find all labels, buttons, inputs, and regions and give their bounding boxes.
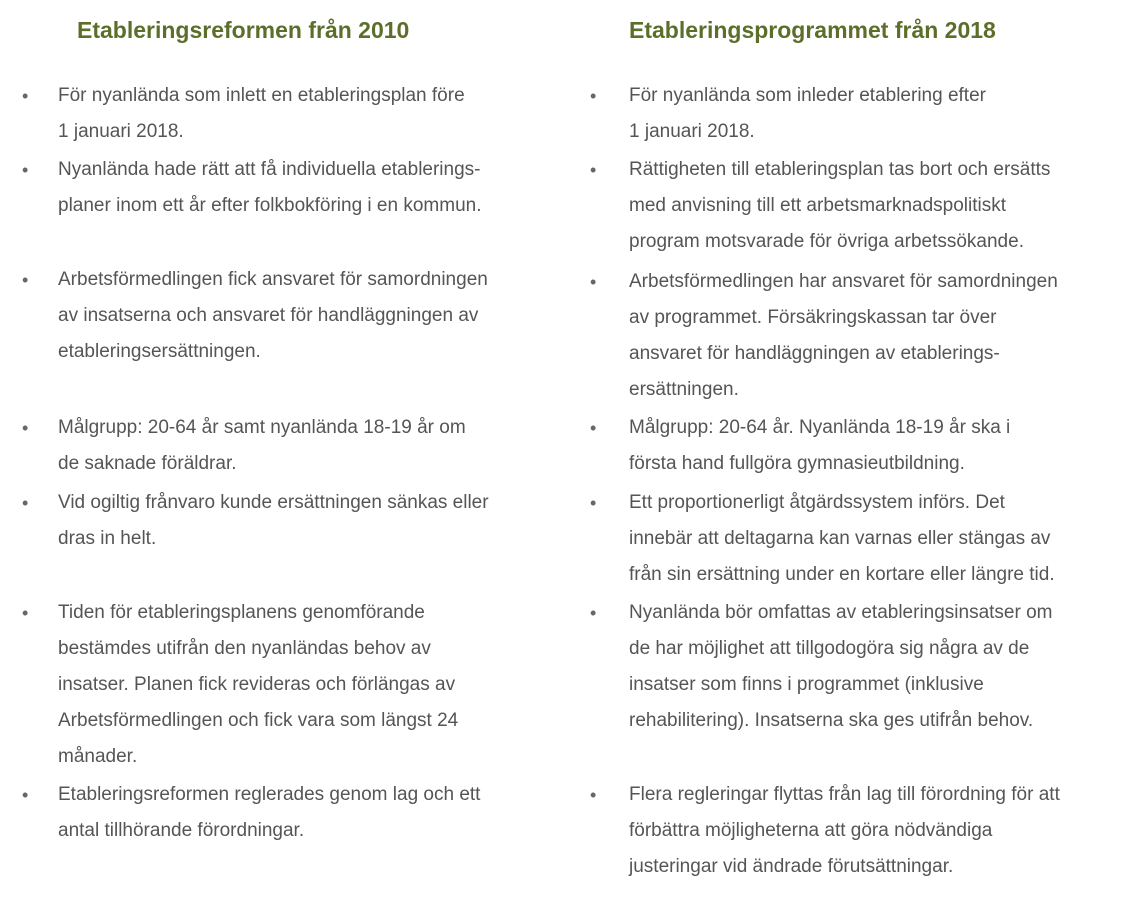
line: från sin ersättning under en kortare eller längre tid. [629, 564, 1055, 585]
bullet-icon: • [22, 493, 29, 513]
list-item-right-5 [590, 485, 1119, 593]
line: Tiden för etableringsplanens genomförande [58, 602, 425, 623]
line: Målgrupp: 20-64 år samt nyanlända 18-19 år om [58, 417, 466, 438]
line: För nyanlända som inlett en etableringsplan före [58, 85, 465, 106]
line: Vid ogiltig frånvaro kunde ersättningen sänkas eller [58, 492, 489, 513]
list-item-right-6 [590, 595, 1119, 739]
line: Arbetsförmedlingen har ansvaret för samordningen [629, 271, 1058, 292]
bullet-icon: • [590, 418, 597, 438]
list-item-left-5 [22, 485, 548, 557]
line: justeringar vid ändrade förutsättningar. [629, 856, 954, 877]
list-item-right-7 [590, 777, 1119, 885]
line: Arbetsförmedlingen fick ansvaret för samordningen [58, 269, 488, 290]
heading-reform-2010: Etableringsreformen från 2010 [77, 17, 410, 43]
line: Nyanlända bör omfattas av etableringsinsatser om [629, 602, 1053, 623]
line: månader. [58, 746, 138, 767]
line: Ett proportionerligt åtgärdssystem införs. Det [629, 492, 1005, 513]
line: planer inom ett år efter folkbokföring i en kommun. [58, 195, 482, 216]
line: de saknade föräldrar. [58, 453, 237, 474]
line: första hand fullgöra gymnasieutbildning. [629, 453, 965, 474]
bullet-icon: • [590, 272, 597, 292]
line: bestämdes utifrån den nyanländas behov av [58, 638, 431, 659]
line: Rättigheten till etableringsplan tas bort och ersätts [629, 159, 1051, 180]
line: rehabilitering). Insatserna ska ges utifrån behov. [629, 710, 1034, 731]
line: etableringsersättningen. [58, 341, 261, 362]
line: av insatserna och ansvaret för handläggningen av [58, 305, 479, 326]
line: ersättningen. [629, 379, 739, 400]
line: Arbetsförmedlingen och fick vara som längst 24 [58, 710, 459, 731]
line: de har möjlighet att tillgodogöra sig några av de [629, 638, 1030, 659]
line: ansvaret för handläggningen av etablerings- [629, 343, 1000, 364]
bullet-icon: • [590, 86, 597, 106]
list-item-right-1 [590, 78, 1119, 150]
list-item-right-4 [590, 410, 1119, 482]
list-item-left-4 [22, 410, 548, 482]
bullet-icon: • [590, 603, 597, 623]
line: insatser som finns i programmet (inklusive [629, 674, 984, 695]
line: dras in helt. [58, 528, 157, 549]
list-item-right-2 [590, 152, 1119, 260]
line: Etableringsreformen reglerades genom lag och ett [58, 784, 481, 805]
bullet-icon: • [22, 418, 29, 438]
list-item-right-3 [590, 264, 1119, 408]
line: 1 januari 2018. [58, 121, 184, 142]
line: Flera regleringar flyttas från lag till förordning för att [629, 784, 1060, 805]
line: För nyanlända som inleder etablering efter [629, 85, 986, 106]
line: Nyanlända hade rätt att få individuella etablerings- [58, 159, 481, 180]
line: förbättra möjligheterna att göra nödvändiga [629, 820, 993, 841]
list-item-left-1 [22, 78, 548, 150]
heading-program-2018: Etableringsprogrammet från 2018 [629, 17, 996, 43]
bullet-icon: • [590, 160, 597, 180]
list-item-left-7 [22, 777, 548, 849]
bullet-icon: • [590, 785, 597, 805]
bullet-icon: • [22, 270, 29, 290]
line: av programmet. Försäkringskassan tar över [629, 307, 997, 328]
bullet-icon: • [22, 160, 29, 180]
bullet-icon: • [22, 603, 29, 623]
line: Målgrupp: 20-64 år. Nyanlända 18-19 år ska i [629, 417, 1011, 438]
bullet-icon: • [590, 493, 597, 513]
list-item-left-6 [22, 595, 548, 775]
line: innebär att deltagarna kan varnas eller stängas av [629, 528, 1051, 549]
line: insatser. Planen fick revideras och förlängas av [58, 674, 456, 695]
line: 1 januari 2018. [629, 121, 755, 142]
bullet-icon: • [22, 785, 29, 805]
bullet-icon: • [22, 86, 29, 106]
list-item-left-3 [22, 262, 548, 370]
line: med anvisning till ett arbetsmarknadspolitiskt [629, 195, 1007, 216]
line: program motsvarade för övriga arbetssökande. [629, 231, 1024, 252]
list-item-left-2 [22, 152, 548, 224]
line: antal tillhörande förordningar. [58, 820, 305, 841]
